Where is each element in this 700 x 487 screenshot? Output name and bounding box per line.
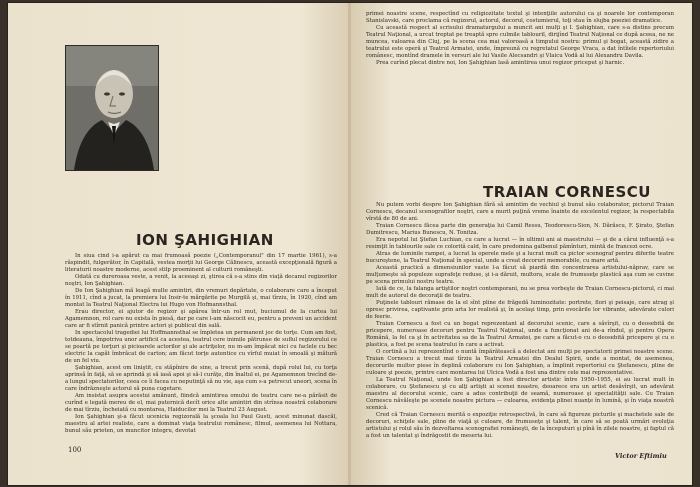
paragraph: In spectacolul tragediei lui Hoffmannsthal se împletea un permanent joc de torţe. Cum am fost, totdeauna, împotriva unor artificii ca acestea, teatrul cere inimile pătrunse de suflul regizorului ce se poartă pe torţuri şi picioarele actorilor şi ale actriţelor, nu m-am împăcat nici cu faclele cu bec electric la capăt îmbrăcat de carton; am făcut torţe autentice cu vîrful muiat în smoală şi mătură de un fel viu. [65, 330, 337, 364]
paragraph: Atras de luminile rampei, a lucrat la operele mele şi a lucrat mult ca pictor scenograf pentru diferite teatre bucureştene, la Teatrul Naţional în special, unde a creat decoruri memorabile, cu mare artă. [366, 251, 674, 264]
paragraph: Puţinele tablouri rămase de la el sînt pline de frăgedă luminozitate: portrete, flori şi peisaje, care atrag şi opresc privirea, captivante prin arta lor realistă şi, în acelaşi timp, prin evocările lor vibrante, adevărate culori de feerie. [366, 300, 674, 320]
book-spread [8, 3, 692, 485]
paragraph: Erau director, ei ajutor de regizor şi apărea într-un rol mut, buciumul de la curtea lui Agamemnon, rol care nu exista în piesă, dar pe care l-am născocit eu, pentru a preveni un accident care ar fi stîrnit panică printre actori şi publicul din sală. [65, 309, 337, 329]
article-title-sahighian: ION ŞAHIGHIAN [136, 231, 274, 249]
paragraph: Această practică a dimensiunilor vaste l-a făcut să piardă din concentrarea artistului-năprav, care se mulţumeşte să populeze suprafeţe reduse, şi i-a dăruit, multora, scale de frumuseţe plastică aşa cum se cuvine pe scena primului nostru teatru. [366, 265, 674, 285]
paragraph: Nu putem vorbi despre Ion Şahighian fără să amintim de vechiul şi bunul său colaborator, pictorul Traian Cornescu, decanul scenografilor noştri, care a murit puţină vreme înainte de excelentul regizor, la respectabila vîrstă de 80 de ani. [366, 202, 674, 222]
article-title-cornescu: TRAIAN CORNESCU [483, 183, 651, 201]
paragraph: Cu această respect al scrisului dramaturgului a muncit ani mulţi şi I. Şahighian, care s-a distins precum Teatrul Naţional, a urcat treptat pe treaptă spre culmile tablouril, dirijînd Teatrul Naţional ce după aceea, ne ne muncea, valoarea din Cluj, pe la scena cea mai valoroasă a timpului nostru: primul şi bogat, această zidire a teatrului este operă şi Teatrul Armatei, unde, împreună cu regretatul George Vraca, a dat întîiele repertoriului românesc, montînd dramele în versuri ale lui Vasile Alecsandri şi Vlaicu Vodă al lui Alexandru Davila. [366, 25, 674, 59]
right-page [351, 3, 692, 485]
paragraph: Ion Şahighian şi-a făcut ucenicia regizorală la şcoala lui Paul Gusti, acest minunat dascăl, maestru al artei realiste, care a dominat viaţa teatrului românesc, filmul, asemenea lui Nottara, bunul său prieten, un muncitor integru, devotat [65, 414, 337, 434]
paragraph: Cred că Traian Cornescu merită o expoziţie retrospectivă, în care să figureze picturile şi machetele sale de decoruri, schiţele sale, pline de viaţă şi culoare, de frumuseţe şi talent, în care să se poată urmări evoluţia artistului şi rolul său în dezvoltarea scenografiei româneşti, de la începuturi şi pînă în zilele noastre, şi faptul că a fost un talentat şi îndrăgostit de meseria lui. [366, 412, 674, 439]
paragraph: Prea curînd plecat dintre noi, Ion Şahighian lasă amintirea unui regizor priceput şi harnic. [376, 60, 625, 66]
portrait-photo [65, 45, 159, 171]
page-number: 100 [68, 446, 82, 454]
paragraph: Traian Cornescu a fost cu un bogat reprezentant al decorului scenic, care a săvîrşit, cu o deosebită de pricepere, numeroase decoruri pentru Teatrul Naţional, unde a funcţionat ani de-a rîndul, şi pentru Opera Română, la fel ca şi în activitatea sa de la Teatrul Armatei, pe care a făcut-o cu o deosebită pricepere şi cu o plastica, a fost pe scena teatrului în care a activat. [366, 321, 674, 348]
portrait-figure-icon [66, 46, 158, 170]
paragraph: Am insistat asupra acestui amănunt, fiindcă amintirea omului de teatru care ne-a părăsit de curînd e legată mereu de el, mai puternică decît orice alte amintiri din strînsa noastră colaborare de mai tîrziu, încheiată cu montarea, Haiducilor mei la Teatrul 23 August. [65, 393, 337, 413]
paragraph: Odată cu dureroasa veste, a venit, la aceeaşi zi, ştirea că s-a stins din viaţă decanul regizorilor noştri, Ion Şahighian. [65, 274, 337, 287]
left-page [8, 3, 351, 485]
article-body-left [65, 253, 337, 443]
paragraph: De Ion Şahighian mă leagă multe amintiri, din vremuri depărtate, o colaborare care a început în 1911, cînd a jucat, la premiera lui Insir-te mărgărite pe Murgilă şi, mai tîrziu, în 1920, cînd am montat la Teatrul Naţional Electra lui Hugo von Hofmannsthal. [65, 288, 337, 308]
paragraph: Traian Cornescu făcea parte din generaţia lui Camil Ressu, Teodorescu-Sion, N. Dărăscu, F. Şirato, Ştefan Dumitrescu, Marius Bunescu, N. Tonitza. [366, 223, 674, 236]
author-signature: Victor Eftimiu [615, 452, 667, 460]
paragraph: Şahighian, acest om liniştit, cu stăpînire de sine, a trecut prin scenă, după rolul lui, cu torţa aprinsă în faţă, să se aprindă şi să iasă apoi şi să-l curăţe, din înaltul ei, pe Agamemnon trecînd de-a lungul spectatorilor, ceea ce îi facea cu neputinţă să nu vie, aşa cum s-a petrecut uneori, scena în care îndrăzneşte actorul să puna cugetare. [65, 365, 337, 392]
article-continuation [366, 11, 674, 126]
paragraph: Era nepotul lui Ştefan Luchian, cu care a lucrat — în ultimii ani ai maestrului — şi de a cărui influenţă s-a resimţit în tablourile sale ce colorită cald, în care predomina galbenul pămînturi, mintă de francezi ocre. [366, 237, 674, 250]
paragraph: In siua cind i-a apărut ca mai frumoasă poezie („Contemporanul" din 17 martie 1961), s-a răspindit, fulgerător, în Capitală, vestea morţii lui George Călinescu, această excepţională figură a literaturii noastre moderne, acest stilp proeminent al culturii româneşti. [65, 253, 337, 273]
paragraph: Iată de ce, la falanga artiştilor noştri contemporani, nu se prea vorbeşte de Traian Cornescu-pictorul, ci mai mult de autorul de decoraţii de teatru. [366, 286, 674, 299]
paragraph: O cortină a lui reprezentînd o nuntă împărătească a delectat ani mulţi pe spectatorii primei noastre scene. Traian Cornescu a trecut mai tîrziu la Teatrul Armatei din Dealul Spirii, unde a montat, de asemenea, decorurile multor piese în deplină colaborare cu Ion Şahighian, a împlinit repertoriul cu Ştefanescu, pline de culoare şi poezie, printre care montarea lui Ulcica Vodă a fost una dintre cele mai reprezentative. [366, 349, 674, 376]
paragraph: primei noastre scene, respectînd cu religiozitate textul şi intenţiile autorului ca şi noarele lor contemporan Stanislavski, care proclama că regizorul, actorul, decorul, costumierul, toţi stau în slujba poeziei dramatice. [366, 11, 674, 24]
article-body-right [366, 202, 674, 462]
paragraph: La Teatrul Naţional, unde Ion Şahighian a fost director artistic între 1950–1955, ei au lucrat mult în colaborare, cu Ştefanescu şi cu alţi artişti ai scenei noastre, deoarece era un artist desăvîrşit, un adevărat maestru al decorului scenic, care a adus contribuţii de seamă, numeroase şi specialităţii sale. Cu Traian Cornescu năvăleşte pe scenele noastre pictura — culoarea, evidenţa plinei nuanţe în lumină, şi în viaţa noastră scenică. [366, 377, 674, 411]
